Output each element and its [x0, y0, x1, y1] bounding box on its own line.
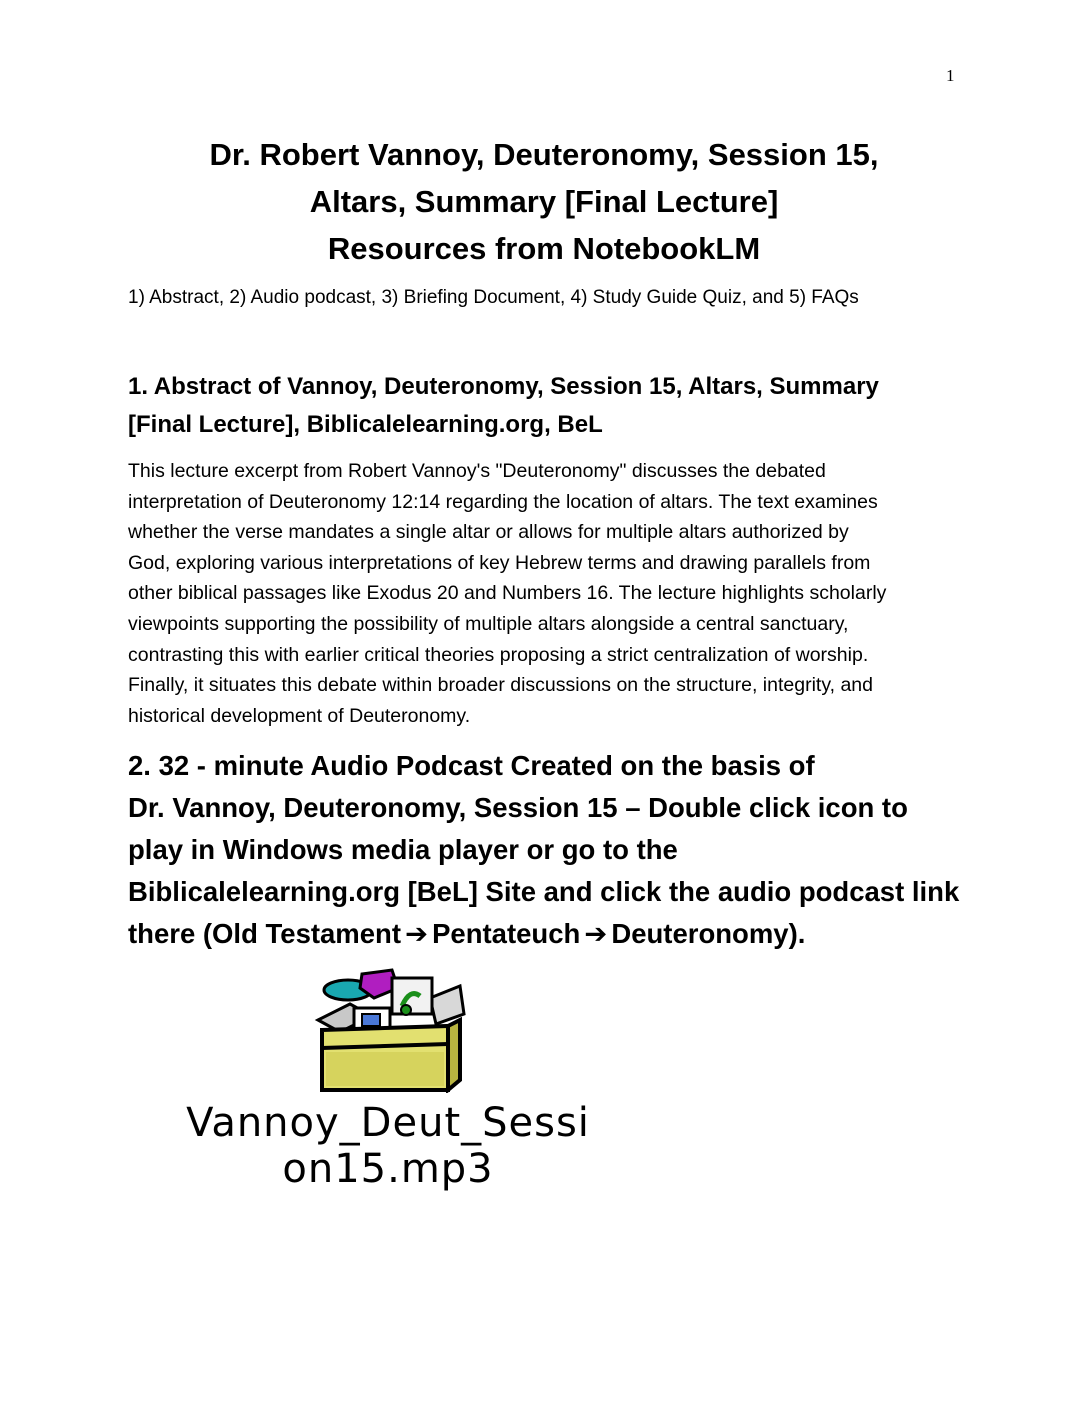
arrow-right-icon: ➔ [405, 918, 429, 949]
section-2-line-2: Dr. Vannoy, Deuteronomy, Session 15 – Double click icon to [128, 792, 908, 823]
section-2-line-1: 2. 32 - minute Audio Podcast Created on the basis of [128, 750, 815, 781]
abstract-line: historical development of Deuteronomy. [128, 704, 471, 727]
breadcrumb-deuteronomy: Deuteronomy). [611, 918, 806, 949]
title-line-2: Altars, Summary [Final Lecture] [309, 184, 779, 219]
page-number: 1 [946, 66, 955, 85]
document-title [0, 131, 1088, 272]
title-line-1: Dr. Robert Vannoy, Deuteronomy, Session 15, [209, 137, 879, 172]
abstract-line: contrasting this with earlier critical theories proposing a strict centralization of worship. [128, 643, 869, 666]
section-2-line-4: Biblicalelearning.org [BeL] Site and click the audio podcast link [128, 876, 960, 907]
filename-line-2: on15.mp3 [282, 1146, 494, 1192]
abstract-line: whether the verse mandates a single altar or allows for multiple altars authorized by [128, 521, 849, 544]
contents-list: 1) Abstract, 2) Audio podcast, 3) Briefing Document, 4) Study Guide Quiz, and 5) FAQs [128, 287, 859, 308]
title-line-3: Resources from NotebookLM [327, 231, 761, 266]
filename-line-1: Vannoy_Deut_Sessi [186, 1100, 590, 1146]
section-2-line-5 [128, 913, 978, 955]
abstract-line: God, exploring various interpretations of key Hebrew terms and drawing parallels from [128, 551, 871, 574]
breadcrumb-old-testament: there (Old Testament [128, 918, 402, 949]
abstract-paragraph [128, 456, 968, 731]
breadcrumb-pentateuch: Pentateuch [432, 918, 581, 949]
abstract-line: other biblical passages like Exodus 20 and Numbers 16. The lecture highlights scholarly [128, 582, 887, 605]
package-icon[interactable] [310, 968, 470, 1093]
section-2-heading [128, 745, 978, 955]
abstract-line: This lecture excerpt from Robert Vannoy's "Deuteronomy" discusses the debated [128, 460, 826, 482]
section-2-line-3: play in Windows media player or go to the [128, 834, 678, 865]
abstract-line: Finally, it situates this debate within broader discussions on the structure, integrity, and [128, 674, 873, 697]
section-1-heading-line-1: 1. Abstract of Vannoy, Deuteronomy, Session 15, Altars, Summary [128, 373, 879, 400]
attachment-filename[interactable] [128, 1100, 648, 1192]
section-1-heading [128, 368, 958, 444]
abstract-line: viewpoints supporting the possibility of multiple altars alongside a central sanctuary, [128, 612, 849, 635]
abstract-line: interpretation of Deuteronomy 12:14 regarding the location of altars. The text examines [128, 490, 878, 513]
section-1-heading-line-2: [Final Lecture], Biblicalelearning.org, BeL [128, 411, 603, 438]
arrow-right-icon: ➔ [584, 918, 608, 949]
